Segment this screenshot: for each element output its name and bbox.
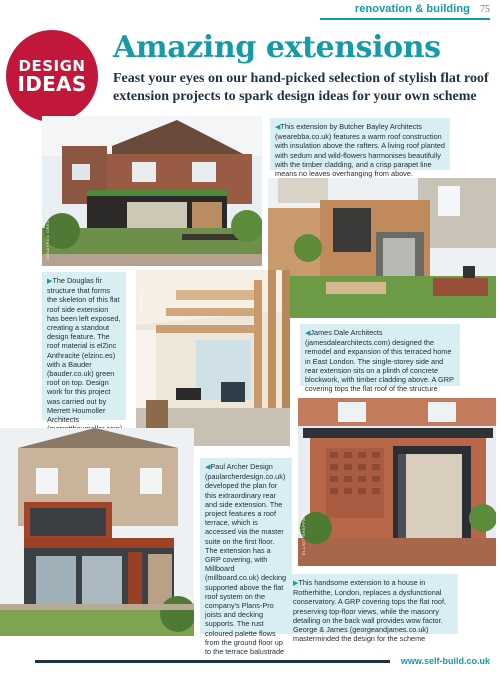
photo-merrett-houmoller-interior: [136, 270, 290, 446]
standfirst: Feast your eyes on our hand-picked selection of stylish flat roof extension projects to spark design ideas for your own scheme: [113, 71, 489, 104]
photo-paul-archer-extension: [0, 428, 194, 636]
photo-butcher-bayley-extension: [42, 116, 262, 266]
photo-james-dale-extension: [268, 178, 496, 318]
design-ideas-badge: [6, 30, 98, 122]
badge-line-1: DESIGN: [18, 56, 86, 75]
caption-arrow-left-icon: ◀: [305, 330, 311, 337]
caption-butcher-bayley: ◀This extension by Butcher Bayley Architects (wearebba.co.uk) features a warm roof construction with insulation above the rafters. A living roof planted with sedum and wild-flowers harmonises beautifully with the timber cladding, and a crisp parapet line means no leaves overhanging from above.: [270, 118, 450, 170]
page-title: Amazing extensions: [113, 30, 441, 65]
caption-douglas-fir: ▶The Douglas fir structure that forms the skeleton of this flat roof side extension has been left exposed, creating a standout design feature. The roof material is elZinc Anthracite (elzinc.es) with a Bauder (bauder.co.uk) green roof on top. Design work for this project was carried out by Merrett Houmoller Architects: [42, 272, 126, 420]
photo-1-credit: JONATHAN GREGORY: [45, 209, 50, 260]
section-label: renovation & building: [354, 3, 470, 15]
caption-paul-archer: ◀Paul Archer Design (paularcherdesign.co.uk) developed the plan for this extraordinary rear and side extension. The project features a roof terrace, which is accessed via the master suite on the first floor. The extension has a GRP covering, with Millboard (millboard.co.uk) decking supported above the flat roof system on the company's Plans-Pro joists and decking supports. The rust coloured palette flows from the ground floor up to the terrace balustrade: [200, 458, 292, 634]
header-rule: [320, 18, 490, 20]
photo-6-credit: ELLIOT SHEPPARD: [301, 510, 306, 555]
footer-rule: [35, 660, 390, 663]
caption-arrow-right-icon: ▶: [293, 580, 299, 587]
page-number: 75: [480, 4, 490, 15]
photo-3-credit: JIM STEPHENSON: [139, 275, 144, 318]
caption-george-james: ▶This handsome extension to a house in Rotherhithe, London, replaces a dysfunctional conservatory. A GRP covering tops the flat roof, preserving top-floor views, while the masonry detailing on the back wall provides wow factor. George & James (georgeandjames.co.uk) masterminded the design for the scheme: [288, 574, 458, 634]
caption-arrow-left-icon: ◀: [275, 124, 281, 131]
caption-arrow-right-icon: ▶: [47, 278, 53, 285]
caption-arrow-left-icon: ◀: [205, 464, 211, 471]
website-url: www.self-build.co.uk: [400, 656, 490, 666]
caption-james-dale: ◀James Dale Architects (jamesdalearchitects.com) designed the remodel and expansion of this terraced home in East London. The single-storey side and rear extension sits on a plinth of concrete blockwork, with timber cladding above. A GRP covering tops the flat roof of the structure: [300, 324, 460, 386]
photo-george-james-extension: [298, 398, 496, 566]
badge-line-2: IDEAS: [17, 71, 87, 96]
